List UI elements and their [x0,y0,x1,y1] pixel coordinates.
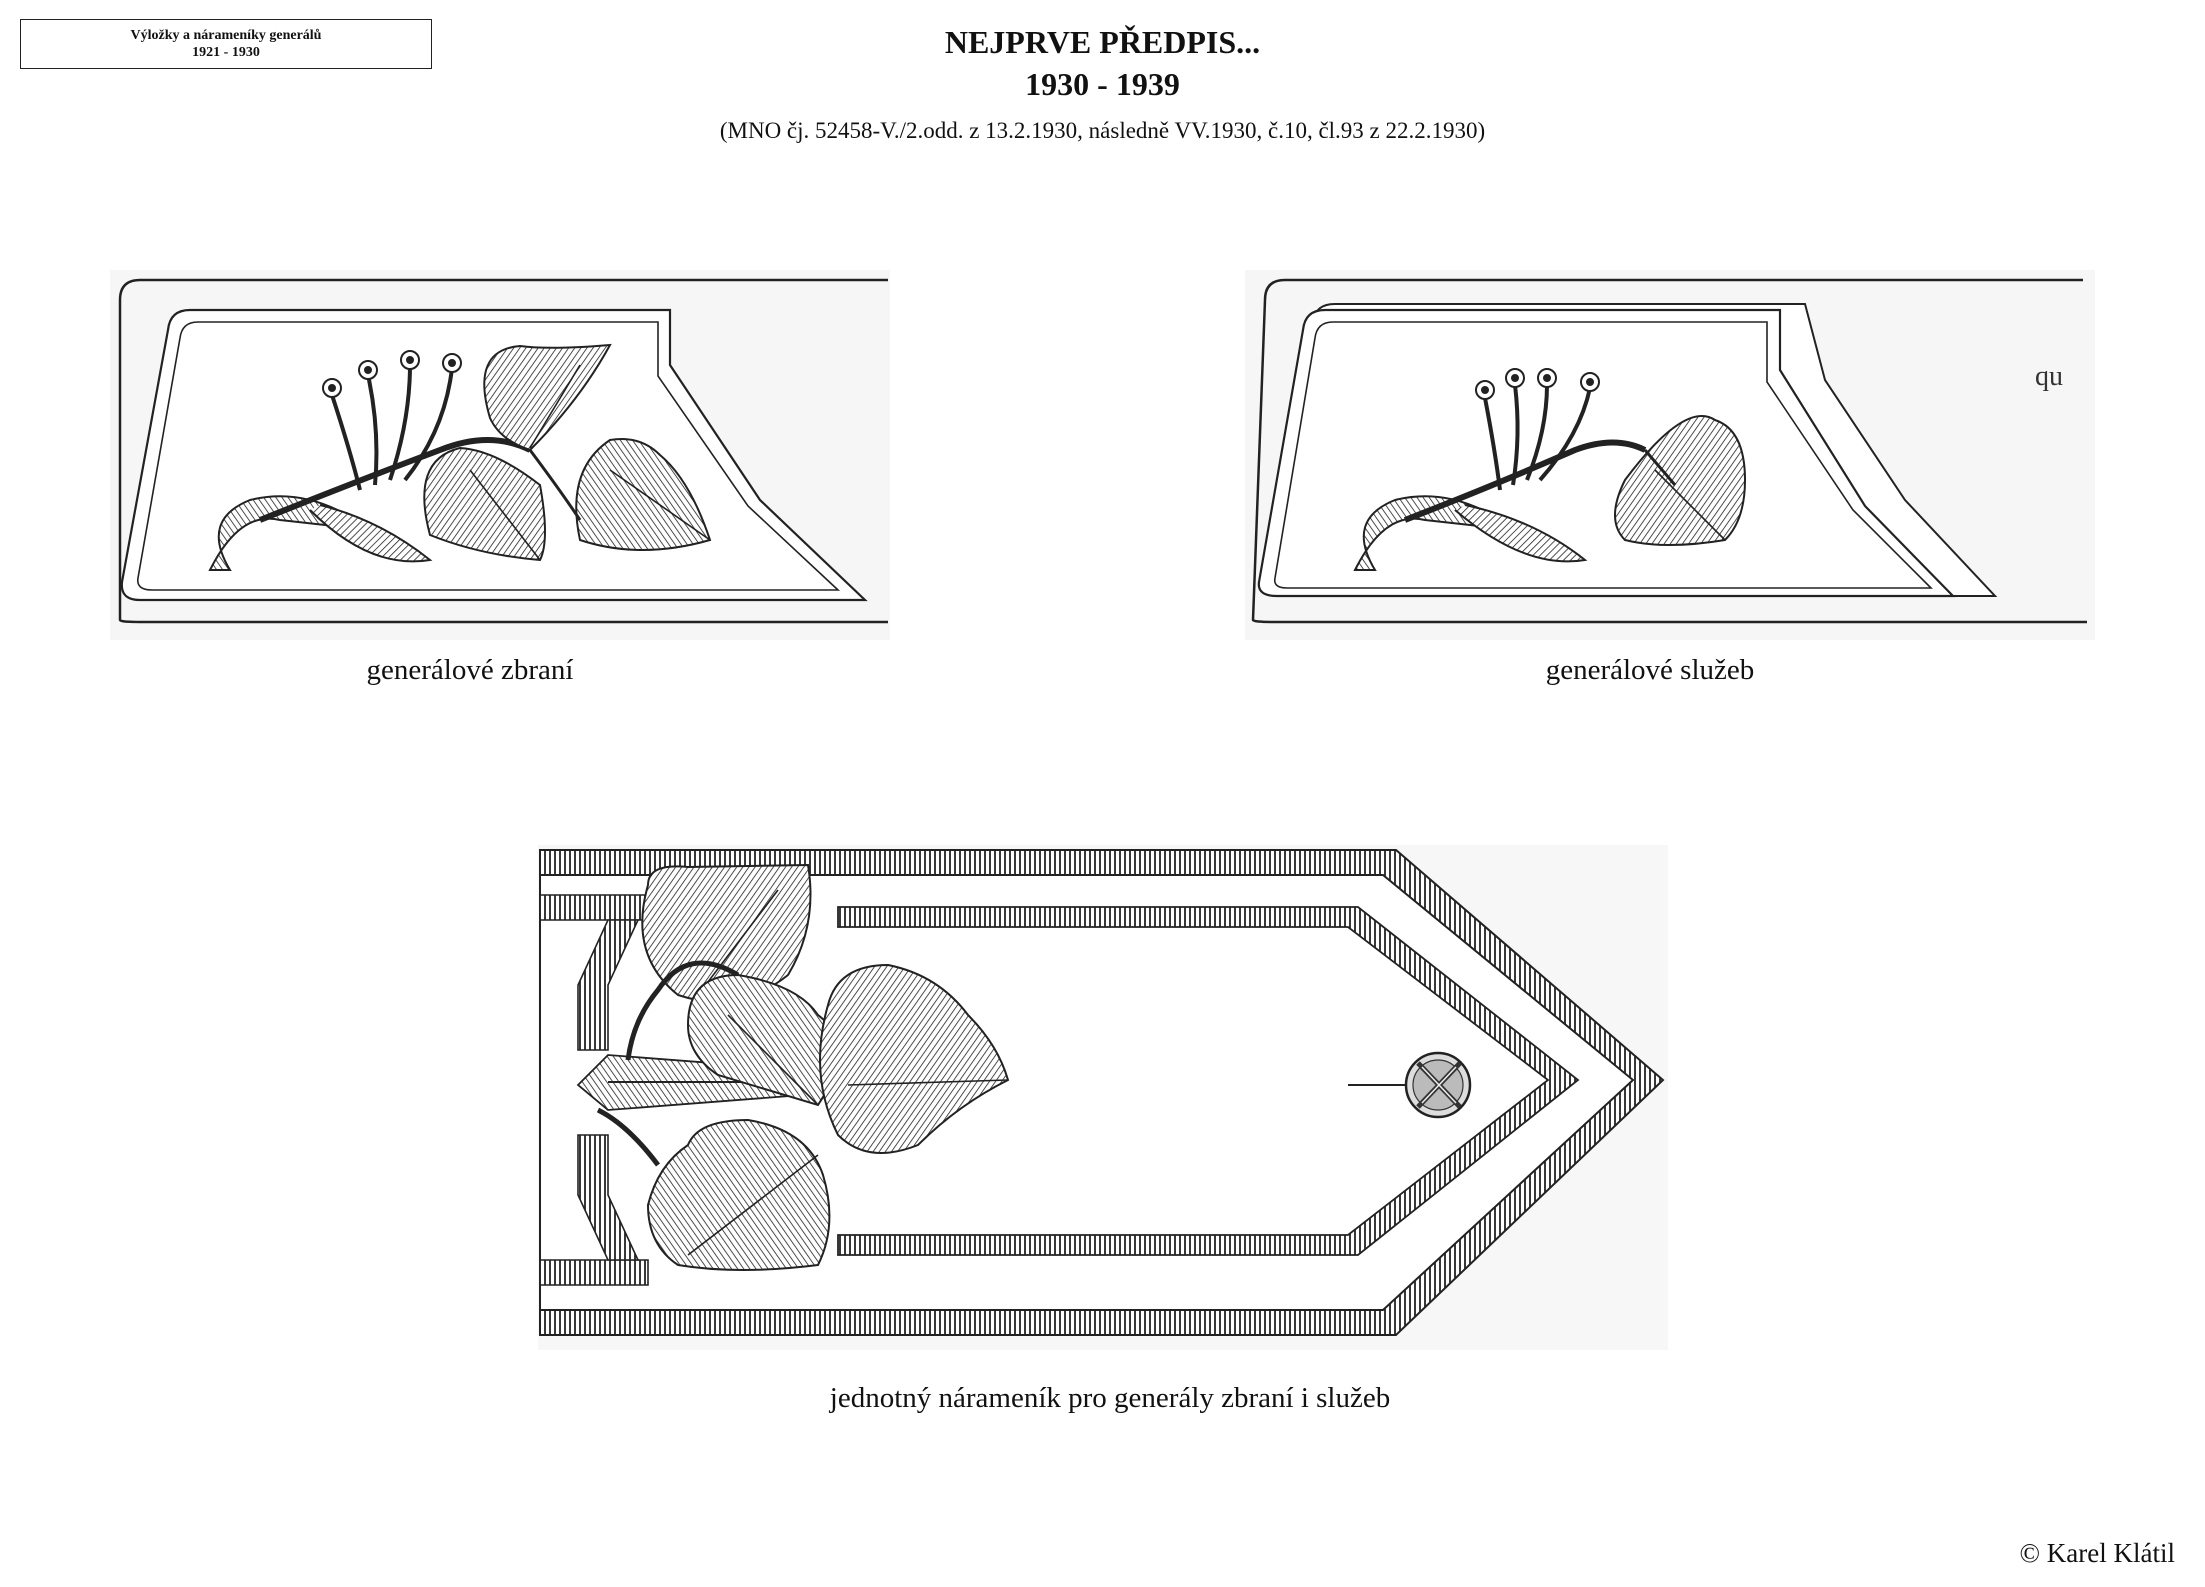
copyright-icon: © [2019,1538,2041,1568]
collar-patch-arms-figure [110,270,890,640]
margin-note: qu [2035,361,2063,392]
page-subtitle: (MNO čj. 52458-V./2.odd. z 13.2.1930, následně VV.1930, č.10, čl.93 z 22.2.1930) [719,118,1486,143]
caption-collar-arms: generálové zbraní [366,654,574,686]
caption-shoulder-board: jednotný nárameník pro generály zbraní i služeb [829,1382,1391,1414]
caption-collar-services: generálové služeb [1545,654,1755,686]
author-name: Karel Klátil [2046,1538,2175,1568]
collar-patch-services-figure [1245,270,2095,640]
copyright-notice [2020,1538,2175,1569]
nav-box-title: Výložky a nárameníky generálů [130,28,322,43]
page-years: 1930 - 1939 [1025,66,1180,102]
shoulder-board-figure [538,845,1668,1350]
page-title: NEJPRVE PŘEDPIS... [944,24,1261,60]
nav-box-years: 1921 - 1930 [192,45,260,60]
